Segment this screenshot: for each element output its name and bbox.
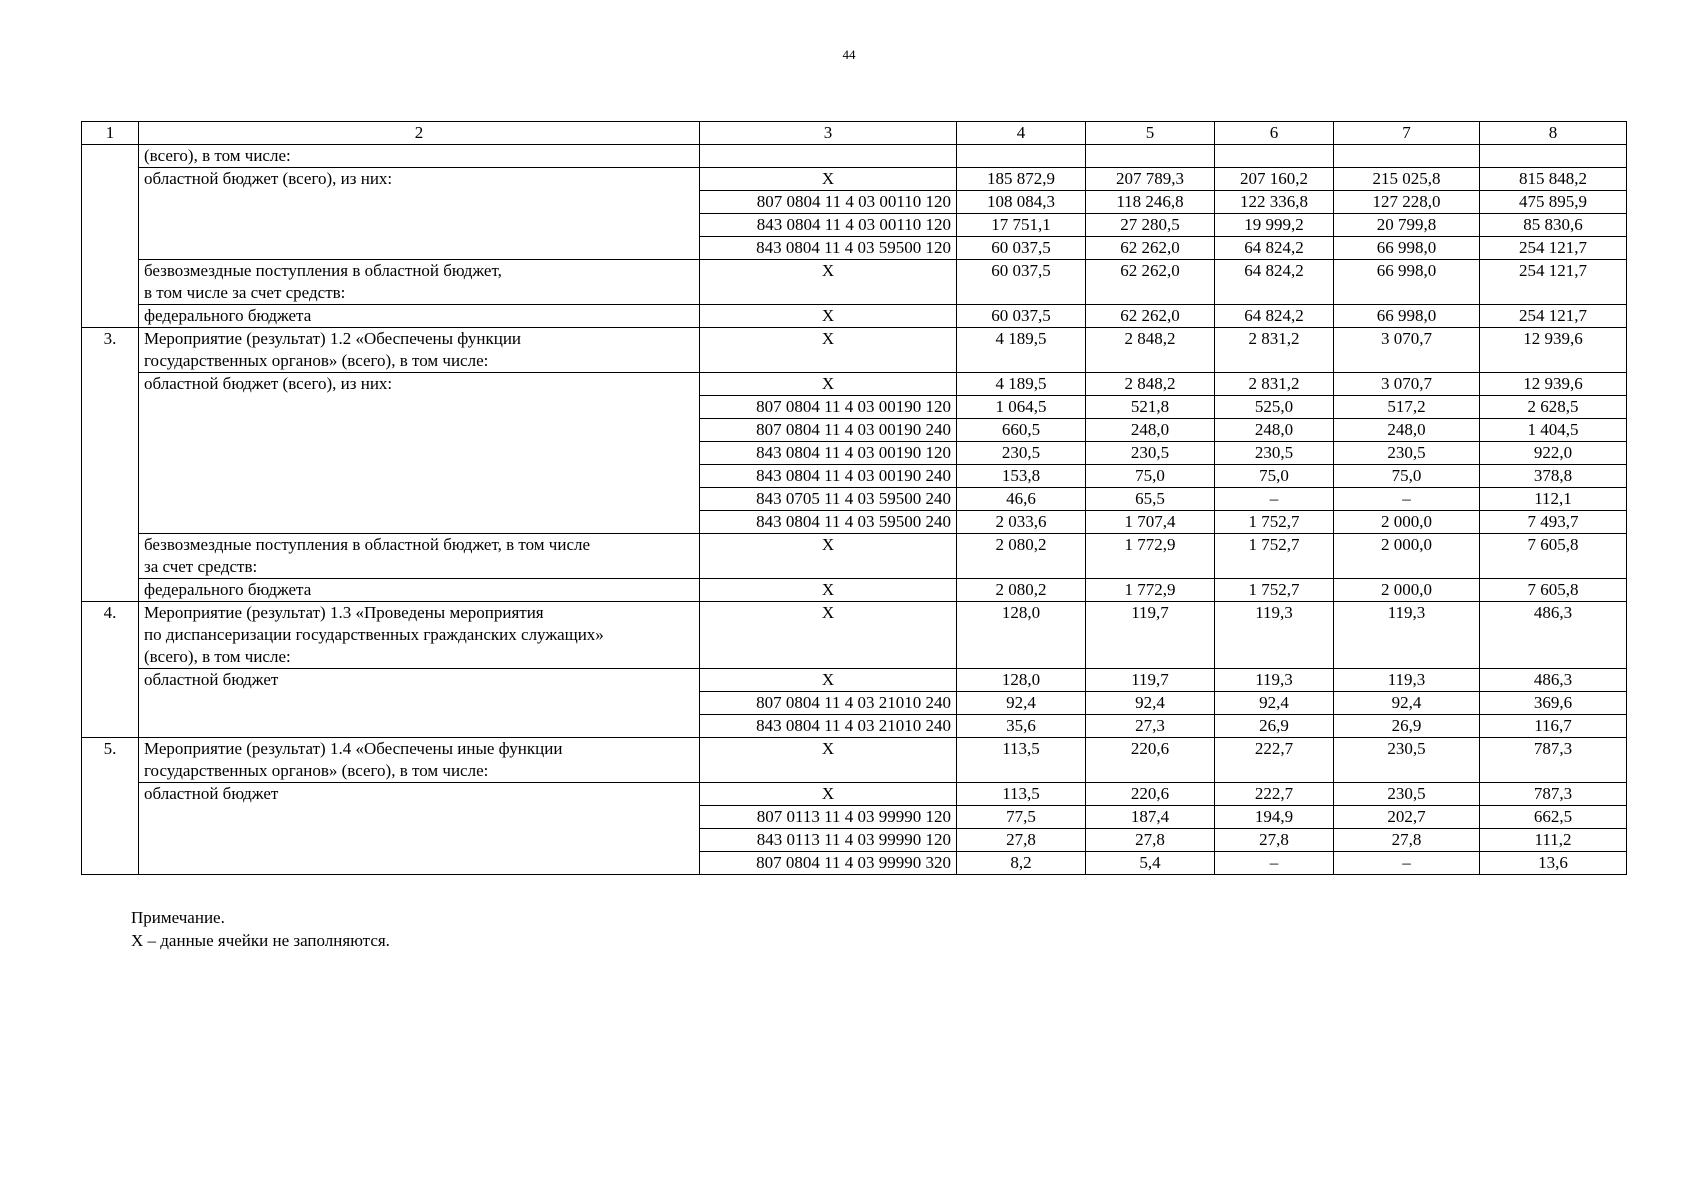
value-cell: 7 493,7: [1480, 511, 1627, 534]
value-cell: 4 189,5: [957, 373, 1086, 396]
value-cell: 92,4: [1334, 692, 1480, 715]
description-cell: (всего), в том числе:: [139, 145, 700, 168]
value-cell: –: [1215, 852, 1334, 875]
value-cell: 194,9: [1215, 806, 1334, 829]
budget-code-cell: 843 0804 11 4 03 59500 240: [700, 511, 957, 534]
value-cell: 60 037,5: [957, 237, 1086, 260]
value-cell: 1 752,7: [1215, 534, 1334, 579]
table-row: [82, 373, 1627, 396]
value-cell: 92,4: [1086, 692, 1215, 715]
budget-code-cell: X: [700, 534, 957, 579]
budget-code-cell: 843 0804 11 4 03 00110 120: [700, 214, 957, 237]
value-cell: 207 160,2: [1215, 168, 1334, 191]
value-cell: 815 848,2: [1480, 168, 1627, 191]
description-cell: областной бюджет (всего), из них:: [139, 373, 700, 534]
budget-code-cell: 807 0804 11 4 03 00110 120: [700, 191, 957, 214]
value-cell: 113,5: [957, 783, 1086, 806]
description-cell: областной бюджет: [139, 783, 700, 875]
value-cell: 128,0: [957, 602, 1086, 669]
value-cell: 26,9: [1334, 715, 1480, 738]
value-cell: 922,0: [1480, 442, 1627, 465]
value-cell: 64 824,2: [1215, 305, 1334, 328]
budget-code-cell: 807 0804 11 4 03 99990 320: [700, 852, 957, 875]
value-cell: 12 939,6: [1480, 328, 1627, 373]
table-row: [82, 579, 1627, 602]
budget-code-cell: X: [700, 373, 957, 396]
value-cell: 2 628,5: [1480, 396, 1627, 419]
value-cell: 27,8: [1334, 829, 1480, 852]
value-cell: 207 789,3: [1086, 168, 1215, 191]
value-cell: 2 000,0: [1334, 511, 1480, 534]
value-cell: 66 998,0: [1334, 305, 1480, 328]
value-cell: 254 121,7: [1480, 260, 1627, 305]
value-cell: 230,5: [1334, 442, 1480, 465]
value-cell: 230,5: [1334, 783, 1480, 806]
budget-code-cell: X: [700, 783, 957, 806]
budget-table: [81, 121, 1627, 875]
value-cell: 62 262,0: [1086, 260, 1215, 305]
value-cell: 27,8: [1215, 829, 1334, 852]
value-cell: 119,3: [1334, 602, 1480, 669]
value-cell: 75,0: [1334, 465, 1480, 488]
description-cell: областной бюджет: [139, 669, 700, 738]
budget-code-cell: 843 0705 11 4 03 59500 240: [700, 488, 957, 511]
value-cell: 35,6: [957, 715, 1086, 738]
footnote: [131, 906, 390, 952]
value-cell: 8,2: [957, 852, 1086, 875]
table-row: [82, 328, 1627, 373]
value-cell: 1 752,7: [1215, 579, 1334, 602]
value-cell: 19 999,2: [1215, 214, 1334, 237]
value-cell: 525,0: [1215, 396, 1334, 419]
value-cell: 77,5: [957, 806, 1086, 829]
budget-code-cell: 807 0804 11 4 03 00190 120: [700, 396, 957, 419]
value-cell: 222,7: [1215, 738, 1334, 783]
header-cell: 4: [957, 122, 1086, 145]
value-cell: 119,7: [1086, 669, 1215, 692]
value-cell: 787,3: [1480, 783, 1627, 806]
description-cell: Мероприятие (результат) 1.3 «Проведены мероприятия по диспансеризации государственных гражданских служащих» (всего), в том числе:: [139, 602, 700, 669]
value-cell: 119,3: [1334, 669, 1480, 692]
description-cell: безвозмездные поступления в областной бюджет, в том числе за счет средств:: [139, 260, 700, 305]
note-text: X – данные ячейки не заполняются.: [131, 931, 390, 950]
value-cell: 27,8: [957, 829, 1086, 852]
table-row: [82, 534, 1627, 579]
description-cell: безвозмездные поступления в областной бюджет, в том числе за счет средств:: [139, 534, 700, 579]
budget-code-cell: X: [700, 669, 957, 692]
budget-code-cell: 843 0804 11 4 03 00190 120: [700, 442, 957, 465]
description-cell: Мероприятие (результат) 1.4 «Обеспечены иные функции государственных органов» (всего), в том числе:: [139, 738, 700, 783]
value-cell: 1 772,9: [1086, 579, 1215, 602]
value-cell: 230,5: [1215, 442, 1334, 465]
value-cell: 248,0: [1334, 419, 1480, 442]
value-cell: 122 336,8: [1215, 191, 1334, 214]
value-cell: 85 830,6: [1480, 214, 1627, 237]
table-row: [82, 260, 1627, 305]
value-cell: 1 064,5: [957, 396, 1086, 419]
value-cell: 230,5: [1334, 738, 1480, 783]
value-cell: 60 037,5: [957, 260, 1086, 305]
value-cell: 2 831,2: [1215, 373, 1334, 396]
value-cell: 486,3: [1480, 669, 1627, 692]
value-cell: 112,1: [1480, 488, 1627, 511]
value-cell: 2 080,2: [957, 579, 1086, 602]
header-cell: 5: [1086, 122, 1215, 145]
budget-code-cell: 807 0804 11 4 03 00190 240: [700, 419, 957, 442]
item-number-cell: 4.: [82, 602, 139, 738]
value-cell: 75,0: [1215, 465, 1334, 488]
value-cell: 517,2: [1334, 396, 1480, 419]
header-cell: 8: [1480, 122, 1627, 145]
value-cell: 1 707,4: [1086, 511, 1215, 534]
value-cell: 230,5: [1086, 442, 1215, 465]
value-cell: 127 228,0: [1334, 191, 1480, 214]
value-cell: 5,4: [1086, 852, 1215, 875]
budget-code-cell: X: [700, 168, 957, 191]
value-cell: 2 033,6: [957, 511, 1086, 534]
value-cell: [957, 145, 1086, 168]
value-cell: 2 000,0: [1334, 534, 1480, 579]
budget-code-cell: X: [700, 328, 957, 373]
value-cell: 248,0: [1215, 419, 1334, 442]
value-cell: 2 848,2: [1086, 373, 1215, 396]
value-cell: 75,0: [1086, 465, 1215, 488]
description-cell: федерального бюджета: [139, 579, 700, 602]
value-cell: 202,7: [1334, 806, 1480, 829]
value-cell: 185 872,9: [957, 168, 1086, 191]
value-cell: –: [1334, 488, 1480, 511]
value-cell: 26,9: [1215, 715, 1334, 738]
value-cell: [1215, 145, 1334, 168]
value-cell: 108 084,3: [957, 191, 1086, 214]
note-title: Примечание.: [131, 908, 225, 927]
value-cell: 3 070,7: [1334, 373, 1480, 396]
budget-code-cell: 843 0804 11 4 03 21010 240: [700, 715, 957, 738]
value-cell: 369,6: [1480, 692, 1627, 715]
table-row: [82, 602, 1627, 669]
table-row: [82, 669, 1627, 692]
header-cell: 3: [700, 122, 957, 145]
table-row: [82, 145, 1627, 168]
value-cell: 17 751,1: [957, 214, 1086, 237]
value-cell: 119,3: [1215, 602, 1334, 669]
value-cell: 222,7: [1215, 783, 1334, 806]
table-row: [82, 783, 1627, 806]
budget-code-cell: X: [700, 579, 957, 602]
value-cell: 92,4: [1215, 692, 1334, 715]
item-number-cell: 5.: [82, 738, 139, 875]
description-cell: областной бюджет (всего), из них:: [139, 168, 700, 260]
budget-code-cell: 843 0113 11 4 03 99990 120: [700, 829, 957, 852]
value-cell: 66 998,0: [1334, 260, 1480, 305]
table-row: [82, 738, 1627, 783]
value-cell: 3 070,7: [1334, 328, 1480, 373]
value-cell: 116,7: [1480, 715, 1627, 738]
value-cell: 118 246,8: [1086, 191, 1215, 214]
value-cell: 113,5: [957, 738, 1086, 783]
value-cell: 27,8: [1086, 829, 1215, 852]
value-cell: 2 848,2: [1086, 328, 1215, 373]
value-cell: 111,2: [1480, 829, 1627, 852]
description-cell: федерального бюджета: [139, 305, 700, 328]
budget-code-cell: X: [700, 260, 957, 305]
item-number-cell: [82, 145, 139, 328]
value-cell: 1 752,7: [1215, 511, 1334, 534]
value-cell: 230,5: [957, 442, 1086, 465]
value-cell: 65,5: [1086, 488, 1215, 511]
value-cell: 1 772,9: [1086, 534, 1215, 579]
value-cell: 787,3: [1480, 738, 1627, 783]
value-cell: 46,6: [957, 488, 1086, 511]
value-cell: –: [1334, 852, 1480, 875]
budget-code-cell: 807 0113 11 4 03 99990 120: [700, 806, 957, 829]
value-cell: [1334, 145, 1480, 168]
header-cell: 6: [1215, 122, 1334, 145]
table-row: [82, 305, 1627, 328]
value-cell: 187,4: [1086, 806, 1215, 829]
value-cell: 13,6: [1480, 852, 1627, 875]
value-cell: 220,6: [1086, 738, 1215, 783]
value-cell: 128,0: [957, 669, 1086, 692]
value-cell: 660,5: [957, 419, 1086, 442]
budget-code-cell: X: [700, 738, 957, 783]
value-cell: 60 037,5: [957, 305, 1086, 328]
value-cell: 62 262,0: [1086, 305, 1215, 328]
value-cell: 7 605,8: [1480, 534, 1627, 579]
value-cell: 7 605,8: [1480, 579, 1627, 602]
budget-code-cell: 807 0804 11 4 03 21010 240: [700, 692, 957, 715]
value-cell: 2 000,0: [1334, 579, 1480, 602]
header-row: [82, 122, 1627, 145]
value-cell: 215 025,8: [1334, 168, 1480, 191]
header-cell: 2: [139, 122, 700, 145]
value-cell: [1086, 145, 1215, 168]
header-cell: 1: [82, 122, 139, 145]
value-cell: 248,0: [1086, 419, 1215, 442]
value-cell: 220,6: [1086, 783, 1215, 806]
value-cell: 20 799,8: [1334, 214, 1480, 237]
budget-code-cell: X: [700, 305, 957, 328]
value-cell: 2 831,2: [1215, 328, 1334, 373]
budget-code-cell: X: [700, 602, 957, 669]
value-cell: –: [1215, 488, 1334, 511]
budget-code-cell: [700, 145, 957, 168]
description-cell: Мероприятие (результат) 1.2 «Обеспечены функции государственных органов» (всего), в том числе:: [139, 328, 700, 373]
value-cell: 1 404,5: [1480, 419, 1627, 442]
budget-code-cell: 843 0804 11 4 03 59500 120: [700, 237, 957, 260]
value-cell: 119,3: [1215, 669, 1334, 692]
value-cell: 486,3: [1480, 602, 1627, 669]
value-cell: 66 998,0: [1334, 237, 1480, 260]
budget-code-cell: 843 0804 11 4 03 00190 240: [700, 465, 957, 488]
value-cell: 27,3: [1086, 715, 1215, 738]
page-number: 44: [842, 47, 856, 62]
value-cell: 153,8: [957, 465, 1086, 488]
table-row: [82, 168, 1627, 191]
value-cell: 12 939,6: [1480, 373, 1627, 396]
value-cell: 27 280,5: [1086, 214, 1215, 237]
value-cell: 2 080,2: [957, 534, 1086, 579]
value-cell: 254 121,7: [1480, 305, 1627, 328]
value-cell: 4 189,5: [957, 328, 1086, 373]
value-cell: 119,7: [1086, 602, 1215, 669]
value-cell: 64 824,2: [1215, 237, 1334, 260]
value-cell: [1480, 145, 1627, 168]
header-cell: 7: [1334, 122, 1480, 145]
value-cell: 378,8: [1480, 465, 1627, 488]
value-cell: 475 895,9: [1480, 191, 1627, 214]
value-cell: 521,8: [1086, 396, 1215, 419]
value-cell: 64 824,2: [1215, 260, 1334, 305]
value-cell: 662,5: [1480, 806, 1627, 829]
item-number-cell: 3.: [82, 328, 139, 602]
value-cell: 62 262,0: [1086, 237, 1215, 260]
value-cell: 92,4: [957, 692, 1086, 715]
value-cell: 254 121,7: [1480, 237, 1627, 260]
